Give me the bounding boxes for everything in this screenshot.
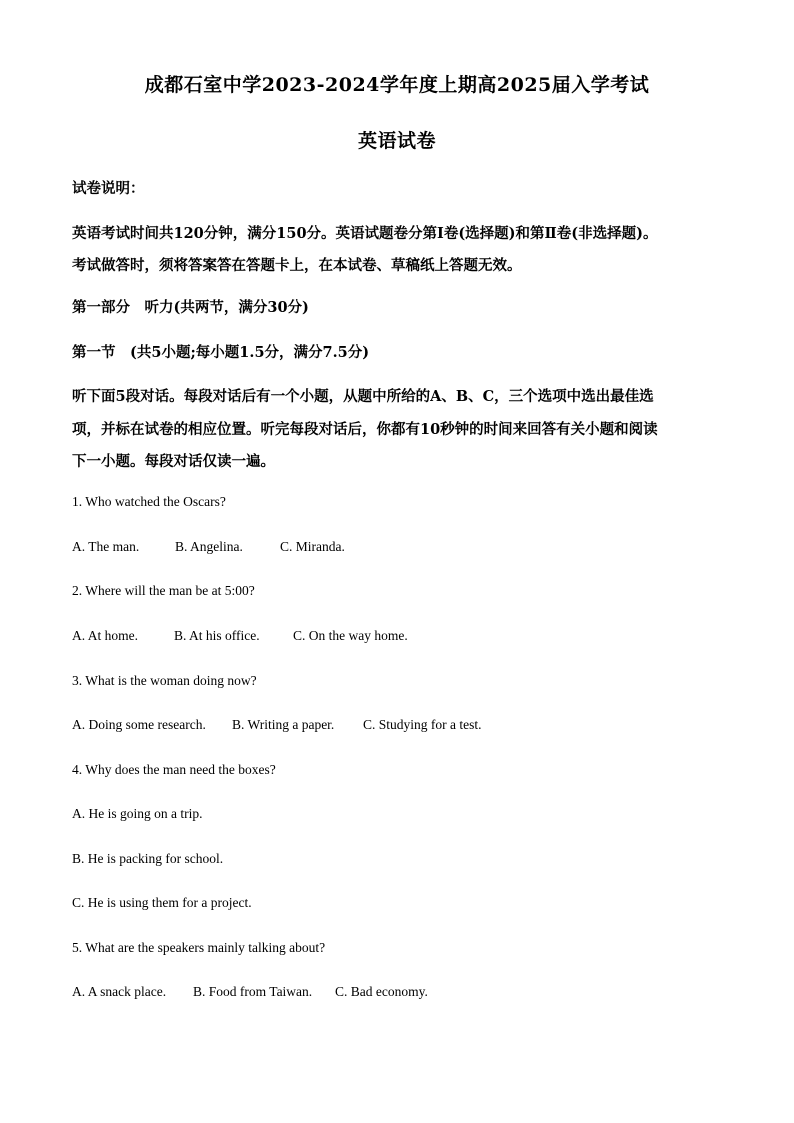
- question-2-stem: 2. Where will the man be at 5:00?: [72, 583, 255, 598]
- question-4-stem: 4. Why does the man need the boxes?: [72, 762, 276, 777]
- question-5-option-a: A. A snack place.: [72, 984, 167, 999]
- question-1-option-b: B. Angelina.: [175, 539, 243, 554]
- question-2-option-a: A. At home.: [72, 628, 138, 643]
- question-1-options: [72, 539, 345, 555]
- question-5-option-b: B. Food from Taiwan.: [193, 984, 313, 999]
- question-3-options: [72, 717, 482, 733]
- question-3-option-a: A. Doing some research.: [72, 717, 206, 732]
- instructions-line-2: 考试做答时，须将答案答在答题卡上，在本试卷、草稿纸上答题无效。: [72, 257, 522, 274]
- instructions-line-1: 英语考试时间共120分钟，满分150分。英语试题卷分第Ⅰ卷(选择题)和第Ⅱ卷(非选择题)。: [72, 225, 658, 242]
- question-2-options: [72, 628, 408, 644]
- question-1-stem: 1. Who watched the Oscars?: [72, 494, 226, 509]
- directions-line-1: 听下面5段对话。每段对话后有一个小题，从题中所给的A、B、C，三个选项中选出最佳选: [72, 388, 654, 405]
- part-heading: 第一部分 听力(共两节，满分30分): [72, 299, 309, 316]
- question-1-option-a: A. The man.: [72, 539, 140, 554]
- question-5-options: [72, 984, 428, 1000]
- directions-line-2: 项，并标在试卷的相应位置。听完每段对话后，你都有10秒钟的时间来回答有关小题和阅读: [72, 421, 658, 438]
- question-2-option-c: C. On the way home.: [293, 628, 408, 643]
- question-3-stem: 3. What is the woman doing now?: [72, 673, 257, 688]
- directions-line-3: 下一小题。每段对话仅读一遍。: [72, 453, 275, 470]
- question-4-option-b: B. He is packing for school.: [72, 851, 224, 866]
- question-3-option-c: C. Studying for a test.: [363, 717, 482, 732]
- question-5-option-c: C. Bad economy.: [335, 984, 428, 999]
- question-2-option-b: B. At his office.: [174, 628, 260, 643]
- exam-subtitle: 英语试卷: [357, 130, 436, 152]
- question-4-option-c: C. He is using them for a project.: [72, 895, 252, 910]
- instructions-label: 试卷说明：: [72, 180, 145, 197]
- question-4-option-a: A. He is going on a trip.: [72, 806, 203, 821]
- question-1-option-c: C. Miranda.: [280, 539, 345, 554]
- question-3-option-b: B. Writing a paper.: [232, 717, 335, 732]
- question-5-stem: 5. What are the speakers mainly talking about?: [72, 940, 326, 955]
- subsection-heading: 第一节 (共5小题;每小题1.5分，满分7.5分): [72, 344, 370, 361]
- exam-title: 成都石室中学2023-2024学年度上期高2025届入学考试: [144, 74, 650, 96]
